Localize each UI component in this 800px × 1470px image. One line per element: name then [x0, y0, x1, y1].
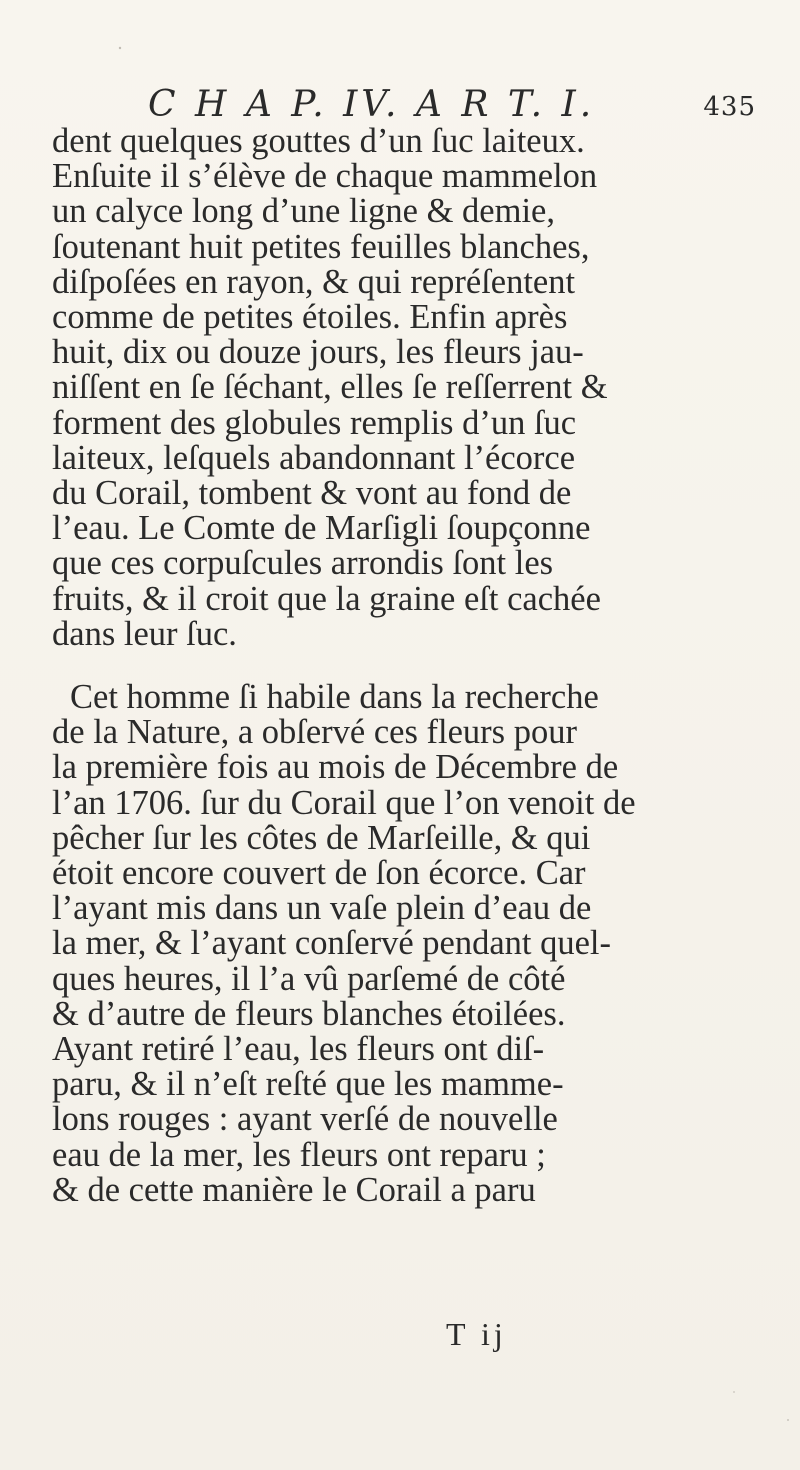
- text-line: diſpoſées en rayon, & qui repréſentent: [52, 262, 576, 301]
- text-line: ques heures, il l’a vû parſemé de côté: [52, 959, 566, 998]
- paragraph-break: [52, 652, 762, 680]
- running-title: C H A P. IV. A R T. I.: [148, 84, 596, 125]
- text-line: la première fois au mois de Décembre de: [52, 748, 619, 787]
- text-line: forment des globules remplis d’un ſuc: [52, 403, 577, 442]
- text-line: dans leur ſuc.: [52, 614, 237, 653]
- text-line: & d’autre de fleurs blanches étoilées.: [52, 994, 566, 1033]
- text-line: la mer, & l’ayant conſervé pendant quel-: [52, 924, 612, 963]
- text-line: l’an 1706. ſur du Corail que l’on venoit de: [52, 783, 636, 822]
- text-line: comme de petites étoiles. Enfin après: [52, 298, 568, 337]
- text-line: paru, & il n’eſt reſté que les mamme-: [52, 1065, 564, 1104]
- text-line: de la Nature, a obſervé ces fleurs pour: [52, 713, 577, 752]
- text-line: huit, dix ou douze jours, les fleurs jau-: [52, 333, 584, 372]
- text-line: l’ayant mis dans un vaſe plein d’eau de: [52, 889, 592, 928]
- text-line: pêcher ſur les côtes de Marſeille, & qui: [52, 818, 591, 857]
- text-line: Cet homme ſi habile dans la recherche: [70, 678, 599, 717]
- text-line: laiteux, leſquels abandonnant l’écorce: [52, 438, 576, 477]
- text-line: eau de la mer, les fleurs ont reparu ;: [52, 1135, 546, 1174]
- text-line: que ces corpuſcules arrondis ſont les: [52, 544, 554, 583]
- text-line: & de cette manière le Corail a paru: [52, 1170, 536, 1209]
- text-line: ſoutenant huit petites feuilles blanches,: [52, 227, 590, 266]
- text-line: Enſuite il s’élève de chaque mammelon: [52, 157, 598, 196]
- text-line: niſſent en ſe ſéchant, elles ſe reſſerrent &: [52, 368, 608, 407]
- text-line: du Corail, tombent & vont au fond de: [52, 474, 572, 513]
- page-header: [50, 84, 762, 124]
- text-line: dent quelques gouttes d’un ſuc laiteux.: [52, 122, 585, 160]
- body-text: [52, 124, 762, 1208]
- page-number: 435: [703, 92, 756, 122]
- signature-mark: T ij: [446, 1316, 507, 1352]
- text-line: fruits, & il croit que la graine eſt cachée: [52, 579, 601, 618]
- text-line: l’eau. Le Comte de Marſigli ſoupçonne: [52, 509, 591, 548]
- text-line: Ayant retiré l’eau, les fleurs ont diſ-: [52, 1030, 545, 1069]
- text-line: étoit encore couvert de ſon écorce. Car: [52, 854, 586, 893]
- text-line: un calyce long d’une ligne & demie,: [52, 192, 555, 231]
- text-line: lons rouges : ayant verſé de nouvelle: [52, 1100, 558, 1139]
